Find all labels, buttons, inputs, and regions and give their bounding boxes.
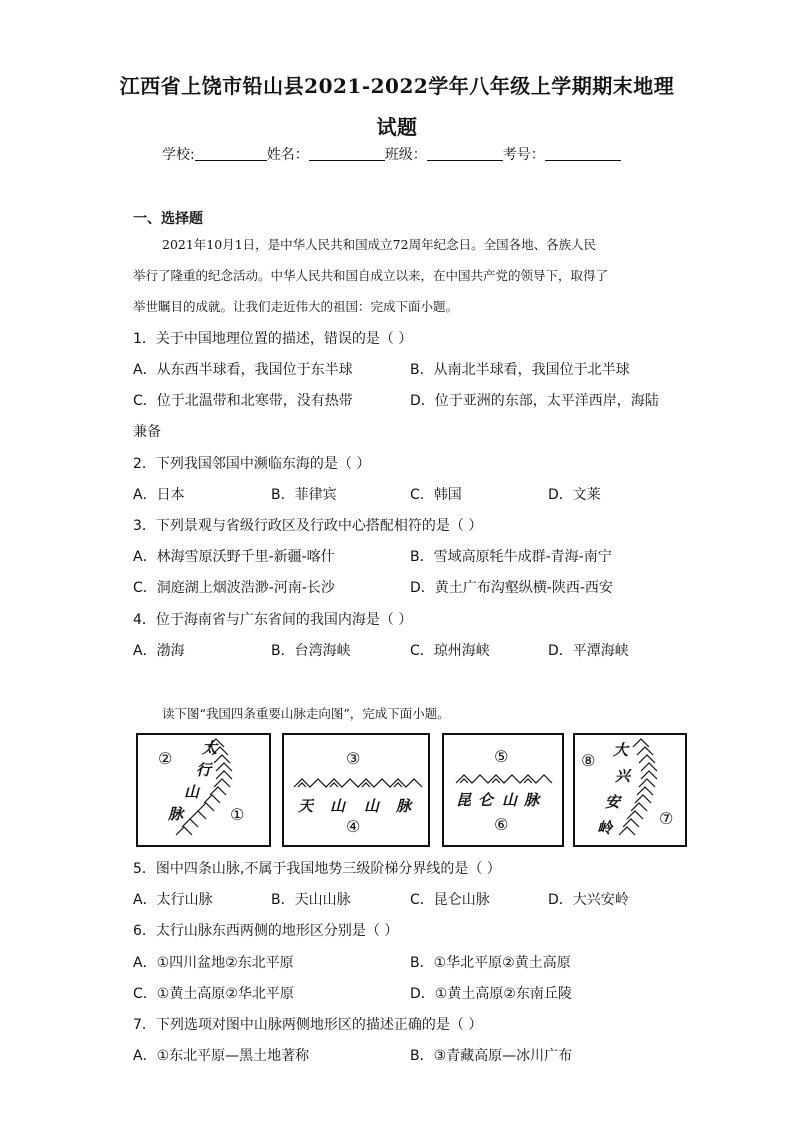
map-number-label: ⑧ [581,751,596,770]
map-number-label: ⑥ [494,815,509,834]
question-stem: 4．位于海南省与广东省间的我国内海是（ ） [133,612,413,628]
question-stem: 2．下列我国邻国中濒临东海的是（ ） [133,456,371,472]
class-blank[interactable] [427,146,503,161]
map-label-char: 安 [605,793,621,811]
question-stem: 3．下列景观与省级行政区及行政中心搭配相符的是（ ） [133,518,483,534]
map-label-char: 山 [184,783,200,801]
map-number-label: ⑤ [494,747,509,766]
intro-line: 2021年10月1日，是中华人民共和国成立72周年纪念日。全国各地、各族人民 [162,237,597,252]
map-label-char: 行 [196,761,212,779]
school-label: 学校: [162,147,195,163]
option-d[interactable]: D．①黄土高原②东南丘陵 [410,986,572,1002]
map-label-char: 天 [298,797,314,815]
option-b[interactable]: B．天山山脉 [271,892,351,908]
option-b[interactable]: B．从南北半球看，我国位于北半球 [410,362,630,378]
map-number-label: ① [230,805,245,824]
class-label: 班级： [384,147,427,163]
option-c[interactable]: C．①黄土高原②华北平原 [133,986,294,1002]
map-label-char: 脉 [396,797,412,815]
option-c[interactable]: C．位于北温带和北寒带，没有热带 [133,393,353,409]
section-title: 一、选择题 [133,211,203,227]
map-number-label: ③ [346,749,361,768]
map-label-char: 脉 [524,791,540,809]
option-a[interactable]: A．从东西半球看，我国位于东半球 [133,362,353,378]
map-taihang-mountains [136,733,271,847]
option-d[interactable]: D．平潭海峡 [548,643,629,659]
map-label-char: 兴 [615,767,631,785]
question-stem: 6．太行山脉东西两侧的地形区分别是（ ） [133,923,399,939]
map-number-label: ② [158,749,173,768]
map-label-char: 仑 [478,791,494,809]
exam-no-label: 考号： [502,147,545,163]
option-c[interactable]: C．韩国 [410,487,462,503]
option-b[interactable]: B．雪域高原牦牛成群-青海-南宁 [410,549,612,565]
option-c[interactable]: C．琼州海峡 [410,643,490,659]
map-number-label: ⑦ [659,809,674,828]
option-a[interactable]: A．①四川盆地②东北平原 [133,955,294,971]
map-label-char: 山 [502,791,518,809]
question-stem: 5．图中四条山脉,不属于我国地势三级阶梯分界线的是（ ） [133,861,501,877]
option-a[interactable]: A．①东北平原—黑土地著称 [133,1048,310,1064]
intro-line: 举行了隆重的纪念活动。中华人民共和国自成立以来，在中国共产党的领导下，取得了 [133,268,609,283]
map-label-char: 太 [202,739,218,757]
map-kunlun-mountains [442,733,564,847]
name-blank[interactable] [309,146,385,161]
exam-title-line2: 试题 [376,115,418,139]
name-label: 姓名： [266,147,309,163]
option-d[interactable]: D．文莱 [548,487,601,503]
option-b[interactable]: B．①华北平原②黄土高原 [410,955,571,971]
option-d-continuation: 兼备 [133,424,161,440]
option-c[interactable]: C．洞庭湖上烟波浩渺-河南-长沙 [133,580,335,596]
option-d[interactable]: D．位于亚洲的东部，太平洋西岸，海陆 [410,393,659,409]
map-label-char: 山 [330,797,346,815]
map-label-char: 昆 [456,791,472,809]
school-blank[interactable] [195,146,267,161]
figure-caption: 读下图“我国四条重要山脉走向图”，完成下面小题。 [162,706,450,721]
option-b[interactable]: B．台湾海峡 [271,643,351,659]
option-a[interactable]: A．渤海 [133,643,185,659]
map-label-char: 大 [613,741,629,759]
option-b[interactable]: B．菲律宾 [271,487,337,503]
option-a[interactable]: A．日本 [133,487,185,503]
exam-title-line1: 江西省上饶市铅山县2021-2022学年八年级上学期期末地理 [119,74,675,98]
question-stem: 7．下列选项对图中山脉两侧地形区的描述正确的是（ ） [133,1017,483,1033]
map-daxinganling-mountains [573,733,687,847]
option-d[interactable]: D．大兴安岭 [548,892,629,908]
map-label-char: 脉 [168,805,184,823]
option-b[interactable]: B．③青藏高原—冰川广布 [410,1048,573,1064]
map-number-label: ④ [346,817,361,836]
map-tianshan-mountains [282,733,430,847]
intro-line: 举世瞩目的成就。让我们走近伟大的祖国：完成下面小题。 [133,299,459,314]
option-a[interactable]: A．林海雪原沃野千里-新疆-喀什 [133,549,335,565]
option-a[interactable]: A．太行山脉 [133,892,213,908]
map-label-char: 岭 [597,819,613,837]
option-d[interactable]: D．黄土广布沟壑纵横-陕西-西安 [410,580,613,596]
exam-no-blank[interactable] [545,146,621,161]
student-info-row [162,144,621,164]
map-label-char: 山 [364,797,380,815]
option-c[interactable]: C．昆仑山脉 [410,892,490,908]
question-stem: 1．关于中国地理位置的描述，错误的是（ ） [133,331,413,347]
